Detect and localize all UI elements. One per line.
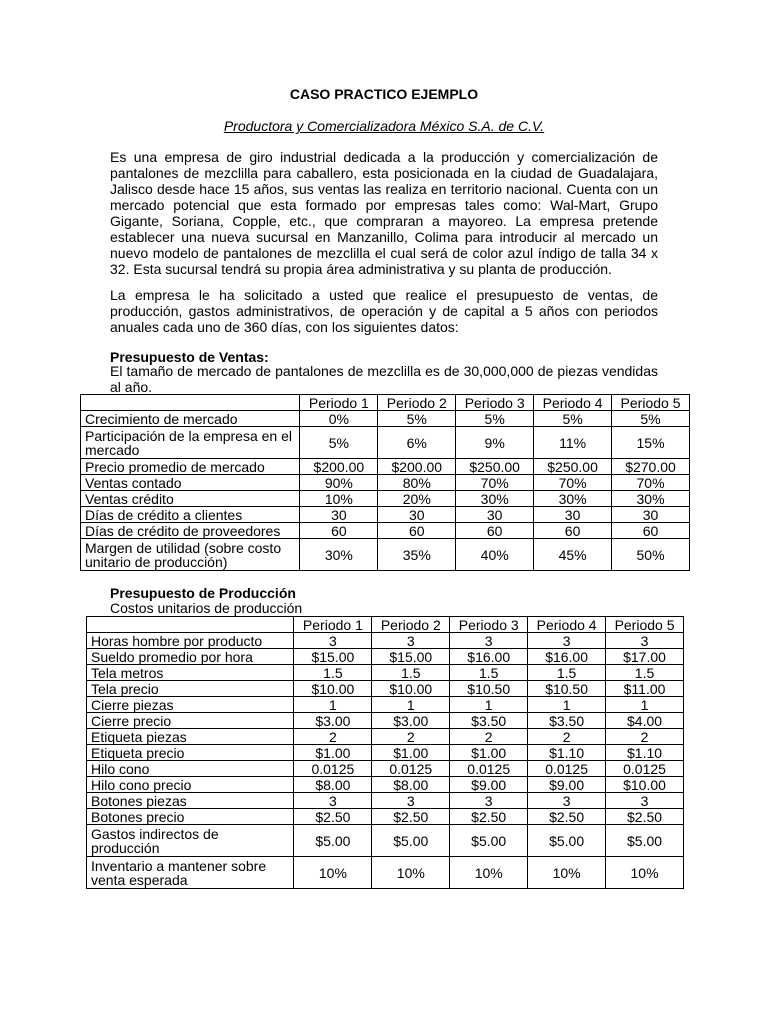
table-cell: $2.50 bbox=[606, 809, 684, 825]
table-cell: 30 bbox=[378, 507, 456, 523]
table-row bbox=[87, 665, 684, 681]
table-cell: $11.00 bbox=[606, 681, 684, 697]
row-label: Hilo cono precio bbox=[87, 777, 294, 793]
table-cell: 30 bbox=[456, 507, 534, 523]
row-label: Botones precio bbox=[87, 809, 294, 825]
table-cell: 5% bbox=[378, 411, 456, 427]
table-cell: 10% bbox=[300, 491, 378, 507]
table-cell: $5.00 bbox=[528, 825, 606, 857]
table-cell: 30% bbox=[612, 491, 690, 507]
table-cell: 60 bbox=[534, 523, 612, 539]
table-cell: $250.00 bbox=[456, 459, 534, 475]
ventas-header-row bbox=[81, 395, 690, 411]
table-cell: $270.00 bbox=[612, 459, 690, 475]
table-cell: 0.0125 bbox=[294, 761, 372, 777]
table-cell: 1 bbox=[450, 697, 528, 713]
table-cell: 3 bbox=[294, 633, 372, 649]
table-row bbox=[87, 761, 684, 777]
table-row bbox=[87, 745, 684, 761]
table-cell: $3.50 bbox=[450, 713, 528, 729]
table-cell: 1 bbox=[294, 697, 372, 713]
row-label: Tela metros bbox=[87, 665, 294, 681]
produccion-header-cell: Periodo 1 bbox=[294, 617, 372, 633]
table-row bbox=[81, 539, 690, 571]
intro-paragraph: Es una empresa de giro industrial dedicada a la producción y comercialización de pantalones de mezclilla para caballero, esta posicionada en la ciudad de Guadalajara, Jalisco desde hace 15 años, sus ventas las realiza en territorio nacional. Cuenta con un mercado potencial que esta formado por empresas tales como: Wal-Mart, Grupo Gigante, Soriana, Copple, etc., que compraran a mayoreo. La empresa pretende establecer una nueva sucursal en Manzanillo, Colima para introducir al mercado un nuevo modelo de pantalones de mezclilla el cual será de color azul índigo de talla 34 x 32. Esta sucursal tendrá su propia área administrativa y su planta de producción. bbox=[110, 149, 658, 277]
row-label: Cierre piezas bbox=[87, 697, 294, 713]
row-label: Etiqueta piezas bbox=[87, 729, 294, 745]
table-cell: 10% bbox=[606, 857, 684, 889]
table-cell: $10.00 bbox=[372, 681, 450, 697]
table-cell: $250.00 bbox=[534, 459, 612, 475]
table-cell: 3 bbox=[372, 793, 450, 809]
table-cell: $1.00 bbox=[450, 745, 528, 761]
ventas-header-cell: Periodo 5 bbox=[612, 395, 690, 411]
table-cell: $2.50 bbox=[294, 809, 372, 825]
table-cell: 2 bbox=[450, 729, 528, 745]
table-cell: $10.50 bbox=[528, 681, 606, 697]
table-cell: $1.00 bbox=[294, 745, 372, 761]
table-cell: 70% bbox=[456, 475, 534, 491]
row-label: Margen de utilidad (sobre costo unitario de producción) bbox=[81, 539, 300, 571]
table-row bbox=[81, 523, 690, 539]
table-cell: $3.00 bbox=[294, 713, 372, 729]
table-row bbox=[81, 475, 690, 491]
row-label: Ventas crédito bbox=[81, 491, 300, 507]
table-cell: 30% bbox=[300, 539, 378, 571]
table-cell: 0.0125 bbox=[606, 761, 684, 777]
table-cell: $10.00 bbox=[294, 681, 372, 697]
row-label: Crecimiento de mercado bbox=[81, 411, 300, 427]
row-label: Gastos indirectos de producción bbox=[87, 825, 294, 857]
table-cell: $2.50 bbox=[450, 809, 528, 825]
table-cell: 30% bbox=[534, 491, 612, 507]
table-cell: 20% bbox=[378, 491, 456, 507]
row-label: Cierre precio bbox=[87, 713, 294, 729]
table-cell: 0.0125 bbox=[372, 761, 450, 777]
table-cell: 60 bbox=[612, 523, 690, 539]
table-cell: 45% bbox=[534, 539, 612, 571]
table-cell: 60 bbox=[456, 523, 534, 539]
row-label: Precio promedio de mercado bbox=[81, 459, 300, 475]
table-cell: 3 bbox=[528, 793, 606, 809]
table-cell: 70% bbox=[612, 475, 690, 491]
table-cell: $17.00 bbox=[606, 649, 684, 665]
table-cell: 10% bbox=[450, 857, 528, 889]
table-row bbox=[87, 729, 684, 745]
table-cell: 2 bbox=[294, 729, 372, 745]
table-cell: 9% bbox=[456, 427, 534, 459]
table-cell: 5% bbox=[300, 427, 378, 459]
table-cell: $5.00 bbox=[606, 825, 684, 857]
table-row bbox=[87, 857, 684, 889]
table-cell: $3.50 bbox=[528, 713, 606, 729]
table-cell: 60 bbox=[300, 523, 378, 539]
produccion-header-cell: Periodo 4 bbox=[528, 617, 606, 633]
table-cell: $5.00 bbox=[450, 825, 528, 857]
table-row bbox=[87, 649, 684, 665]
table-row bbox=[81, 411, 690, 427]
table-cell: 5% bbox=[534, 411, 612, 427]
table-cell: $16.00 bbox=[450, 649, 528, 665]
table-row bbox=[87, 777, 684, 793]
table-cell: 30 bbox=[612, 507, 690, 523]
produccion-header-cell: Periodo 5 bbox=[606, 617, 684, 633]
table-cell: 2 bbox=[528, 729, 606, 745]
table-cell: 3 bbox=[528, 633, 606, 649]
row-label: Botones piezas bbox=[87, 793, 294, 809]
table-row bbox=[87, 825, 684, 857]
table-cell: 35% bbox=[378, 539, 456, 571]
table-cell: 5% bbox=[456, 411, 534, 427]
table-cell: $200.00 bbox=[300, 459, 378, 475]
table-cell: $15.00 bbox=[294, 649, 372, 665]
table-cell: 1.5 bbox=[450, 665, 528, 681]
row-label: Días de crédito de proveedores bbox=[81, 523, 300, 539]
table-cell: 60 bbox=[378, 523, 456, 539]
table-cell: $10.50 bbox=[450, 681, 528, 697]
market-size-paragraph: El tamaño de mercado de pantalones de mezclilla es de 30,000,000 de piezas vendidas al año. bbox=[110, 363, 658, 395]
unit-costs-subheading: Costos unitarios de producción bbox=[110, 600, 303, 616]
table-cell: 1.5 bbox=[606, 665, 684, 681]
table-row bbox=[87, 809, 684, 825]
table-cell: 1 bbox=[606, 697, 684, 713]
table-cell: $8.00 bbox=[372, 777, 450, 793]
row-label: Etiqueta precio bbox=[87, 745, 294, 761]
row-label: Inventario a mantener sobre venta esperada bbox=[87, 857, 294, 889]
table-cell: 30 bbox=[534, 507, 612, 523]
table-cell: 3 bbox=[294, 793, 372, 809]
row-label: Sueldo promedio por hora bbox=[87, 649, 294, 665]
row-label: Ventas contado bbox=[81, 475, 300, 491]
table-cell: 1.5 bbox=[294, 665, 372, 681]
table-cell: 10% bbox=[528, 857, 606, 889]
table-cell: $3.00 bbox=[372, 713, 450, 729]
table-cell: $2.50 bbox=[372, 809, 450, 825]
production-costs-table bbox=[86, 616, 684, 889]
row-label: Horas hombre por producto bbox=[87, 633, 294, 649]
table-cell: 90% bbox=[300, 475, 378, 491]
table-cell: $9.00 bbox=[528, 777, 606, 793]
table-cell: 3 bbox=[450, 793, 528, 809]
company-name: Productora y Comercializadora México S.A. de C.V. bbox=[223, 118, 545, 134]
table-cell: $10.00 bbox=[606, 777, 684, 793]
table-cell: 3 bbox=[450, 633, 528, 649]
table-row bbox=[87, 681, 684, 697]
table-cell: 3 bbox=[606, 793, 684, 809]
table-cell: 10% bbox=[294, 857, 372, 889]
table-row bbox=[87, 633, 684, 649]
produccion-header-row bbox=[87, 617, 684, 633]
table-cell: 1 bbox=[528, 697, 606, 713]
table-cell: $16.00 bbox=[528, 649, 606, 665]
table-cell: 10% bbox=[372, 857, 450, 889]
table-cell: $5.00 bbox=[294, 825, 372, 857]
ventas-header-cell: Periodo 4 bbox=[534, 395, 612, 411]
table-cell: $1.10 bbox=[528, 745, 606, 761]
table-cell: $2.50 bbox=[528, 809, 606, 825]
table-cell: 30 bbox=[300, 507, 378, 523]
table-row bbox=[81, 491, 690, 507]
table-cell: $5.00 bbox=[372, 825, 450, 857]
ventas-header-cell: Periodo 2 bbox=[378, 395, 456, 411]
table-cell: 3 bbox=[606, 633, 684, 649]
table-row bbox=[87, 713, 684, 729]
table-cell: $8.00 bbox=[294, 777, 372, 793]
table-cell: 2 bbox=[606, 729, 684, 745]
sales-budget-table bbox=[80, 394, 690, 571]
sales-budget-heading: Presupuesto de Ventas: bbox=[110, 349, 269, 365]
produccion-header-cell: Periodo 3 bbox=[450, 617, 528, 633]
table-cell: 50% bbox=[612, 539, 690, 571]
row-label: Tela precio bbox=[87, 681, 294, 697]
request-paragraph: La empresa le ha solicitado a usted que realice el presupuesto de ventas, de producción, gastos administrativos, de operación y de capital a 5 años con periodos anuales cada uno de 360 días, con los siguientes datos: bbox=[110, 287, 658, 335]
produccion-header-cell: Periodo 2 bbox=[372, 617, 450, 633]
row-label: Participación de la empresa en el mercado bbox=[81, 427, 300, 459]
table-cell: 15% bbox=[612, 427, 690, 459]
table-cell: 5% bbox=[612, 411, 690, 427]
table-cell: 3 bbox=[372, 633, 450, 649]
table-cell: 1 bbox=[372, 697, 450, 713]
ventas-header-cell: Periodo 1 bbox=[300, 395, 378, 411]
ventas-header-cell: Periodo 3 bbox=[456, 395, 534, 411]
produccion-header-blank bbox=[87, 617, 294, 633]
table-row bbox=[87, 793, 684, 809]
page-title: CASO PRACTICO EJEMPLO bbox=[289, 86, 479, 102]
table-cell: $9.00 bbox=[450, 777, 528, 793]
table-row bbox=[87, 697, 684, 713]
table-cell: $1.00 bbox=[372, 745, 450, 761]
table-cell: 30% bbox=[456, 491, 534, 507]
table-cell: 11% bbox=[534, 427, 612, 459]
table-cell: 80% bbox=[378, 475, 456, 491]
table-cell: 0.0125 bbox=[528, 761, 606, 777]
table-cell: 6% bbox=[378, 427, 456, 459]
table-cell: $200.00 bbox=[378, 459, 456, 475]
production-budget-heading: Presupuesto de Producción bbox=[110, 585, 296, 601]
row-label: Días de crédito a clientes bbox=[81, 507, 300, 523]
row-label: Hilo cono bbox=[87, 761, 294, 777]
table-row bbox=[81, 427, 690, 459]
table-cell: 0% bbox=[300, 411, 378, 427]
table-cell: 40% bbox=[456, 539, 534, 571]
ventas-header-blank bbox=[81, 395, 300, 411]
table-cell: 2 bbox=[372, 729, 450, 745]
table-row bbox=[81, 459, 690, 475]
table-cell: 70% bbox=[534, 475, 612, 491]
table-cell: 1.5 bbox=[528, 665, 606, 681]
table-cell: $1.10 bbox=[606, 745, 684, 761]
table-cell: $15.00 bbox=[372, 649, 450, 665]
table-row bbox=[81, 507, 690, 523]
table-cell: 1.5 bbox=[372, 665, 450, 681]
table-cell: $4.00 bbox=[606, 713, 684, 729]
table-cell: 0.0125 bbox=[450, 761, 528, 777]
